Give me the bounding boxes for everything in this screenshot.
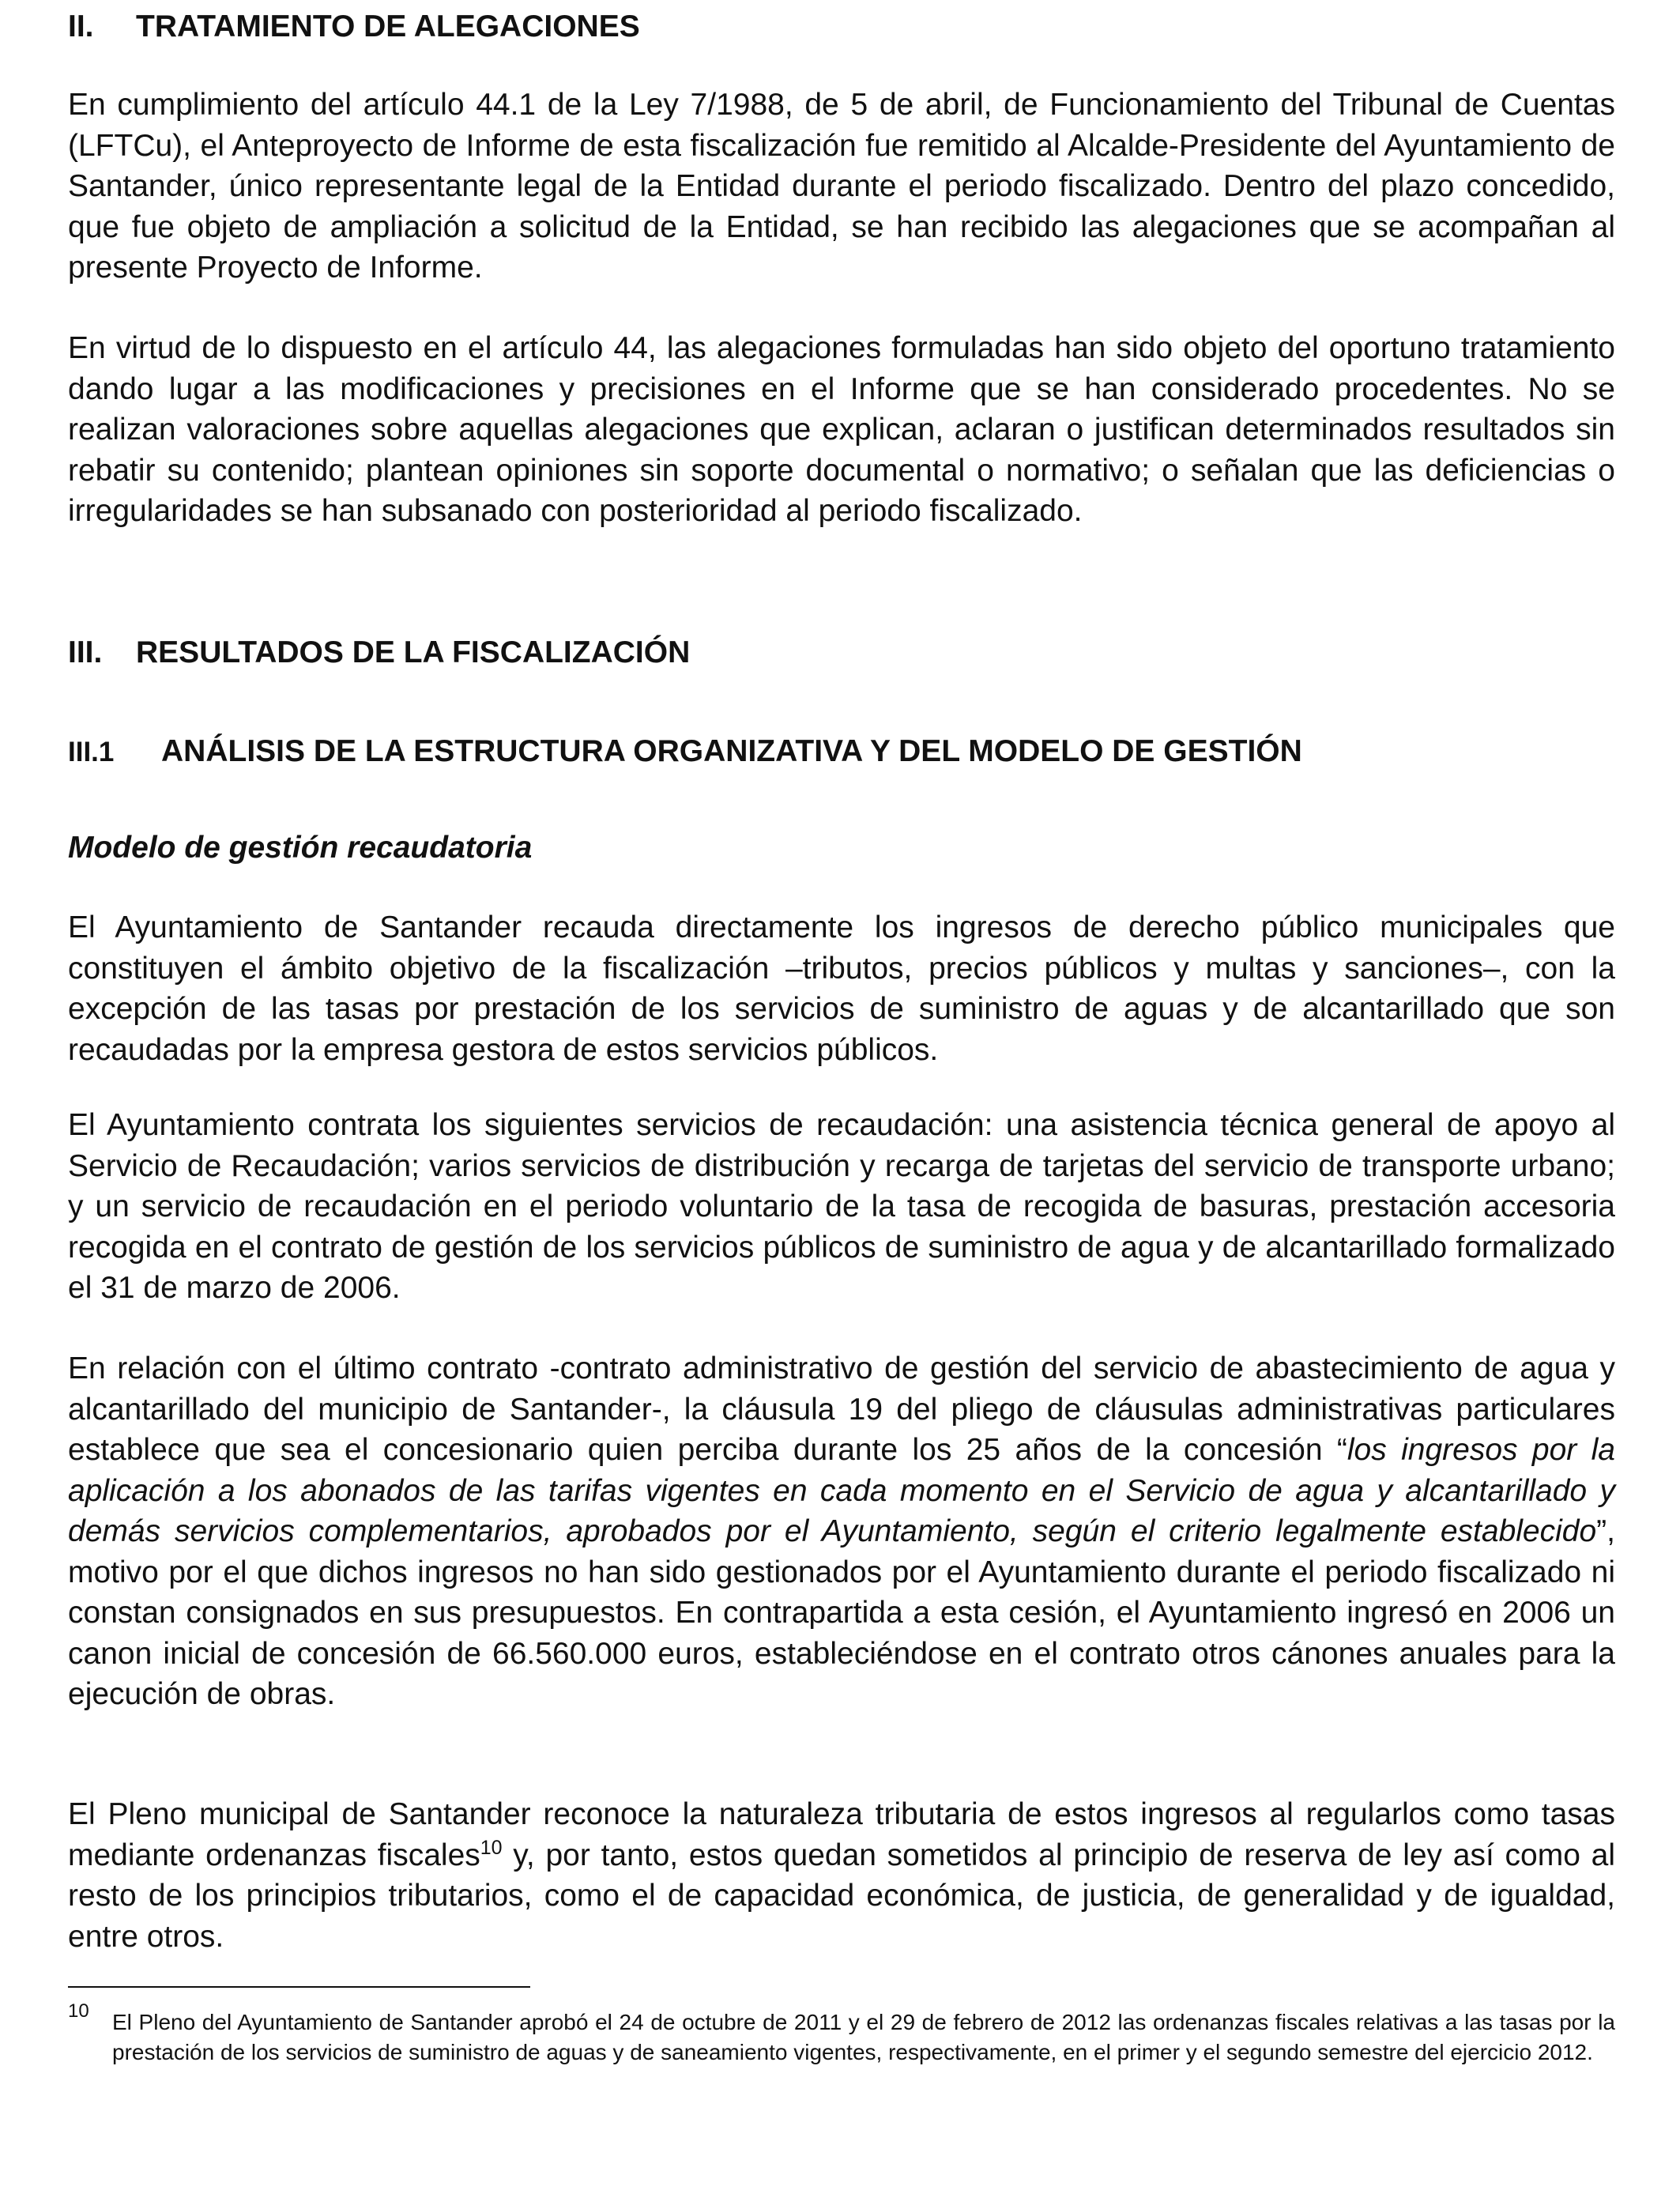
paragraph: En cumplimiento del artículo 44.1 de la Ley 7/1988, de 5 de abril, de Funcionamiento del Tribunal de Cuentas (LFTCu), el Anteproyecto de Informe de esta fiscalización fue remitido al Alcalde-Presidente del Ayuntamiento de Santander, único representante legal de la Entidad durante el periodo fiscalizado. Dentro del plazo concedido, que fue objeto de ampliación a solicitud de la Entidad, se han recibido las alegaciones que se acompañan al presente Proyecto de Informe. [68,88,1615,285]
section-number: III.1 [68,737,115,767]
paragraph: El Ayuntamiento de Santander recauda directamente los ingresos de derecho público municipales que constituyen el ámbito objetivo de la fiscalización –tributos, precios públicos y multas y sanciones–, con la excepción de las tasas por prestación de los servicios de suministro de aguas y de alcantarillado que son recaudadas por la empresa gestora de estos servicios públicos. [68,910,1615,1067]
section-title: ANÁLISIS DE LA ESTRUCTURA ORGANIZATIVA Y DEL MODELO DE GESTIÓN [161,734,1302,768]
section-ii-heading [68,6,640,47]
paragraph: El Ayuntamiento contrata los siguientes servicios de recaudación: una asistencia técnica general de apoyo al Servicio de Recaudación; varios servicios de distribución y recarga de tarjetas del servicio de transporte urbano; y un servicio de recaudación en el periodo voluntario de la tasa de recogida de basuras, prestación accesoria recogida en el contrato de gestión de los servicios públicos de suministro de agua y de alcantarillado formalizado el 31 de marzo de 2006. [68,1108,1615,1305]
section-number: II. [68,9,94,43]
section-iii1-heading [68,731,1302,773]
paragraph [68,1794,1615,1957]
section-title: TRATAMIENTO DE ALEGACIONES [136,9,640,43]
paragraph-text: y, por tanto, estos quedan sometidos al principio de reserva de ley así como al resto de los principios tributarios, como el de capacidad económica, de justicia, de generalidad y de igualdad, entre otros. [68,1838,1615,1954]
quoted-text: los ingresos por la aplicación a los abonados de las tarifas vigentes en cada momento en el Servicio de agua y alcantarillado y demás servicios complementarios, aprobados por el Ayuntamiento, según el criterio legalmente establecido [68,1433,1615,1548]
paragraph-text: ”, motivo por el que dichos ingresos no han sido gestionados por el Ayuntamiento durante el periodo fiscalizado ni constan consignados en sus presupuestos. En contrapartida a esta cesión, el Ayuntamiento ingresó en 2006 un canon inicial de concesión de 66.560.000 euros, estableciéndose en el contrato otros cánones anuales para la ejecución de obras. [68,1514,1615,1711]
footnote [68,2000,1615,2068]
subsection-title: Modelo de gestión recaudatoria [68,831,533,865]
paragraph: En virtud de lo dispuesto en el artículo 44, las alegaciones formuladas han sido objeto del oportuno tratamiento dando lugar a las modificaciones y precisiones en el Informe que se han considerado procedentes. No se realizan valoraciones sobre aquellas alegaciones que explican, aclaran o justifican determinados resultados sin rebatir su contenido; plantean opiniones sin soporte documental o normativo; o señalan que las deficiencias o irregularidades se han subsanado con posterioridad al periodo fiscalizado. [68,331,1615,528]
section-number: III. [68,635,103,669]
paragraph [68,1348,1615,1715]
paragraph-text: En relación con el último contrato -contrato administrativo de gestión del servicio de abastecimiento de agua y alcantarillado del municipio de Santander-, la cláusula 19 del pliego de cláusulas administrativas particulares establece que sea el concesionario quien perciba durante los 25 años de la concesión “ [68,1351,1615,1467]
section-iii-heading [68,632,690,673]
footnote-number: 10 [68,2000,89,2022]
section-title: RESULTADOS DE LA FISCALIZACIÓN [136,635,691,669]
footnote-reference[interactable]: 10 [480,1836,503,1859]
paragraph-text: El Pleno municipal de Santander reconoce la naturaleza tributaria de estos ingresos al regularlos como tasas mediante ordenanzas fiscales [68,1797,1615,1872]
footnote-separator [68,1986,530,1988]
footnote-text: El Pleno del Ayuntamiento de Santander aprobó el 24 de octubre de 2011 y el 29 de febrero de 2012 las ordenanzas fiscales relativas a las tasas por la prestación de los servicios de suministro de aguas y de saneamiento vigentes, respectivamente, en el primer y el segundo semestre del ejercicio 2012. [112,2010,1615,2064]
